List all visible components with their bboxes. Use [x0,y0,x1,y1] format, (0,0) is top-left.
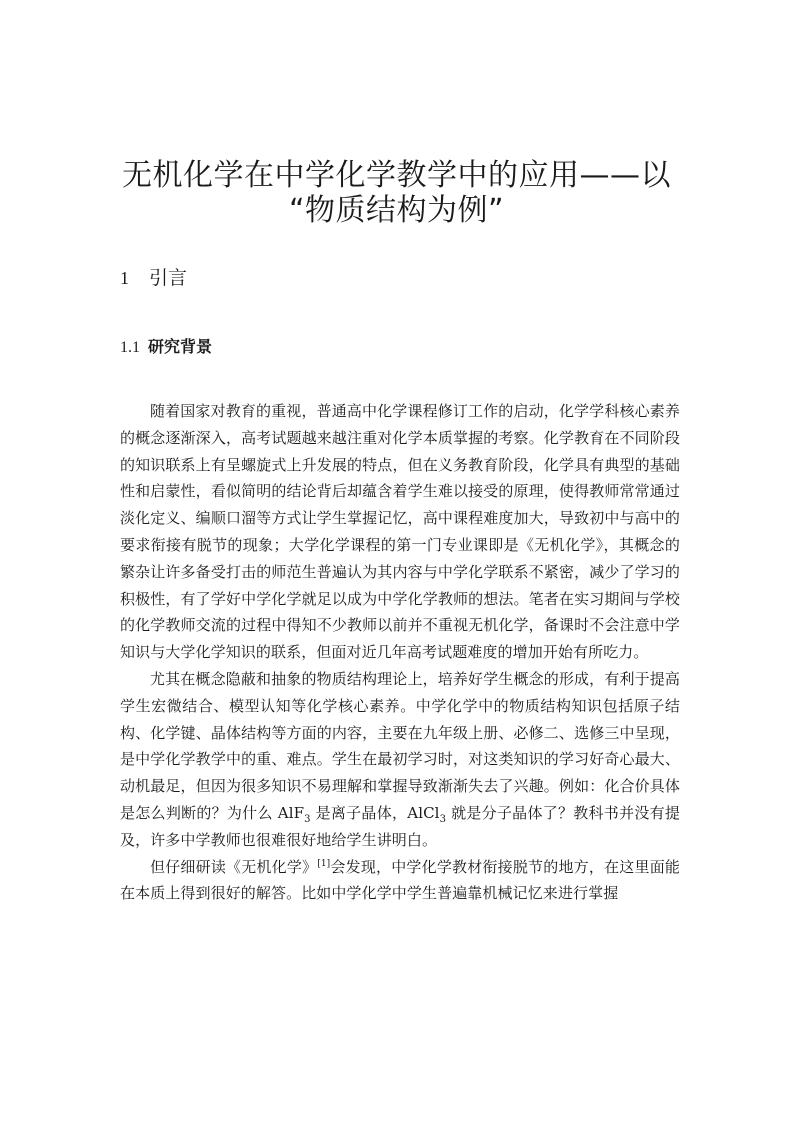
paragraph-2-text-b: 是离子晶体， [310,803,408,822]
paragraph-2-text-c: 就是分子晶体了？教科书并没有提及，许多中学教师也很难很好地给学生讲明白。 [120,803,681,849]
subsection-heading-background [120,334,212,361]
paragraph-2-text-a: 尤其在概念隐蔽和抽象的物质结构理论上，培养好学生概念的形成，有利于提高学生宏微结合、模型认知等化学核心素养。中学化学中的物质结构知识包括原子结构、化学键、晶体结构等方面的内容，主要在九年级上册、必修二、选修三中呈现，是中学化学教学中的重、难点。学生在最初学习时，对这类知识的学习好奇心最大、动机最足，但因为很多知识不易理解和掌握导致渐渐失去了兴趣。例如：化合价具体是怎么判断的？为什么 [120,669,680,822]
subsection-title: 研究背景 [148,337,213,356]
subsection-number: 1.1 [120,339,140,356]
formula-alcl3-base: AlCl [407,803,440,822]
section-number: 1 [120,268,129,288]
section-heading-introduction [120,264,187,292]
citation-ref-1[interactable]: [1] [317,858,331,869]
paragraph-1: 随着国家对教育的重视，普通高中化学课程修订工作的启动，化学学科核心素养的概念逐渐深入，高考试题越来越注重对化学本质掌握的考察。化学教育在不同阶段的知识联系上有呈螺旋式上升发展的特点，但在义务教育阶段，化学具有典型的基础性和启蒙性，看似简明的结论背后却蕴含着学生难以接受的原理，使得教师常常通过淡化定义、编顺口溜等方式让学生掌握记忆，高中课程难度加大，导致初中与高中的要求衔接有脱节的现象；大学化学课程的第一门专业课即是《无机化学》，其概念的繁杂让许多备受打击的师范生普遍认为其内容与中学化学联系不紧密，减少了学习的积极性，有了学好中学化学就足以成为中学化学教师的想法。笔者在实习期间与学校的化学教师交流的过程中得知不少教师以前并不重视无机化学，备课时不会注意中学知识与大学化学知识的联系，但面对近几年高考试题难度的增加开始有所吃力。 [120,402,680,662]
paragraph-3-text-b: 会发现，中学化学教材衔接脱节的地方，在这里面能在本质上得到很好的解答。比如中学化学中学生普遍靠机械记忆来进行掌握 [120,857,680,903]
paragraph-3-text-a: 但仔细研读《无机化学》 [150,857,318,876]
body-text [120,398,680,907]
formula-alf3-subscript: 3 [304,813,311,825]
formula-alf3 [277,803,311,825]
formula-alcl3-subscript: 3 [439,813,447,825]
section-title: 引言 [149,267,188,289]
formula-alf3-base: AlF [277,803,305,822]
paper-title-line-2: “物质结构为例” [288,193,505,228]
paper-title-line-1: 无机化学在中学化学教学中的应用——以 [122,158,671,193]
paragraph-2 [120,666,680,854]
formula-alcl3 [407,803,447,825]
paragraph-3 [120,854,680,908]
paper-title [90,158,703,228]
